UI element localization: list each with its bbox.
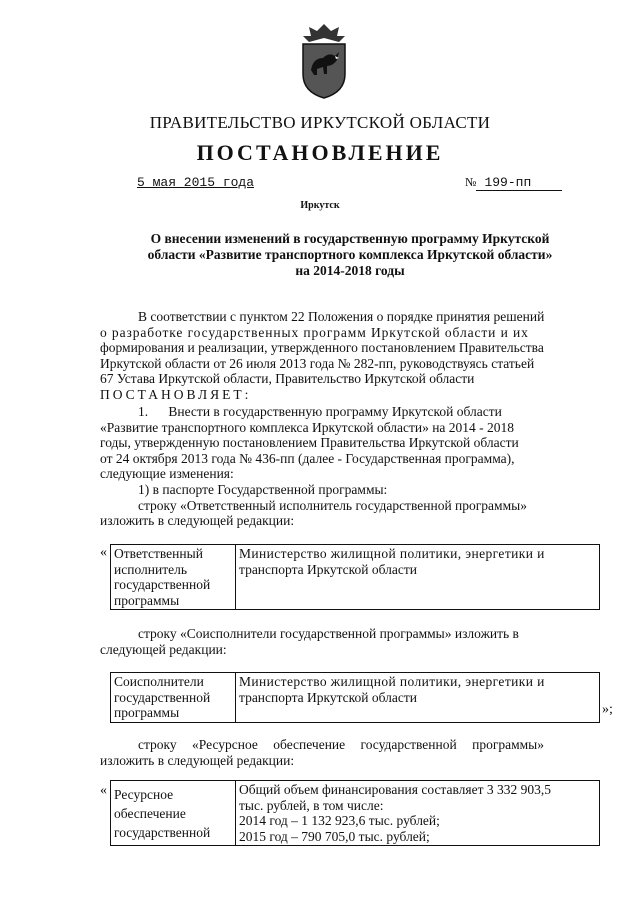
cell-line: программы [114,592,180,608]
cell-line: Ответственный [114,546,203,561]
cell-line: 2015 год – 790 705,0 тыс. рублей; [239,828,430,844]
decides-word: ПОСТАНОВЛЯЕТ: [100,386,252,402]
cell-line: государственной [114,577,211,593]
table-cell-value [236,781,600,846]
cell-line: 2014 год – 1 132 923,6 тыс. рублей; [239,813,440,829]
text-line: следующей редакции: [100,641,227,657]
cell-line: транспорта Иркутской области [239,561,418,577]
close-quote: »; [602,702,613,717]
cell-line: Ресурсное [114,787,174,802]
cell-line: государственной [114,825,211,840]
cell-line: программы [114,705,180,721]
title-line: О внесении изменений в государственную программу Иркутской [150,231,550,246]
item-1-paragraph [100,404,600,529]
table-row [111,673,600,723]
table-cell-value [236,673,600,723]
text-line: строку «Ресурсное обеспечение государственной программы» [138,737,545,752]
cell-line: Соисполнители [114,674,204,689]
document-type: ПОСТАНОВЛЕНИЕ [196,140,444,165]
text-line: 1. Внести в государственную программу Иркутской области [138,404,502,419]
text-line: от 24 октября 2013 года № 436-пп (далее - Государственная программа), [100,450,515,466]
responsible-executor-table [110,544,600,610]
text-line: 67 Устава Иркутской области, Правительство Иркутской области [100,371,475,387]
government-name: ПРАВИТЕЛЬСТВО ИРКУТСКОЙ ОБЛАСТИ [149,113,491,132]
table-cell-label [111,545,236,610]
text-line: «Развитие транспортного комплекса Иркутской области» на 2014 - 2018 [100,419,515,435]
text-line: изложить в следующей редакции: [100,752,295,768]
text-line: Иркутской области от 26 июля 2013 года № 282-пп, руководствуясь статьей [100,355,535,371]
table-cell-value [236,545,600,610]
text-line: следующие изменения: [100,466,234,482]
table-cell-label [111,673,236,723]
decree-title [100,231,600,279]
text-line: строку «Ответственный исполнитель государственной программы» [138,497,527,513]
text-line: изложить в следующей редакции: [100,513,295,529]
cell-line: обеспечение [114,806,186,821]
row-3-paragraph [100,737,600,768]
cell-line: государственной [114,689,211,705]
decree-date: 5 мая 2015 года [137,175,255,190]
co-executors-table [110,672,600,723]
title-line: на 2014-2018 годы [295,263,405,278]
table-row [111,545,600,610]
table-cell-label [111,781,236,846]
text-line: годы, утвержденную постановлением Правительства Иркутской области [100,435,519,451]
number-value: 199-пп [476,175,562,191]
cell-line: Министерство жилищной политики, энергетики и [239,546,545,561]
title-line: области «Развитие транспортного комплекса Иркутской области» [147,247,553,262]
resources-table [110,780,600,846]
open-quote: « [100,545,107,560]
number-label: № [465,175,477,189]
open-quote: « [100,783,107,798]
cell-line: транспорта Иркутской области [239,689,418,705]
text-line: 1) в паспорте Государственной программы: [138,481,388,497]
text-line: формирования и реализации, утвержденного постановлением Правительства [100,340,544,356]
table-row [111,781,600,846]
cell-line: Министерство жилищной политики, энергетики и [239,674,545,689]
text-line: В соответствии с пунктом 22 Положения о порядке принятия решений [138,309,545,324]
cell-line: тыс. рублей, в том числе: [239,797,384,813]
decree-number [465,175,562,191]
cell-line: исполнитель [114,561,187,577]
cell-line: Общий объем финансирования составляет 3 332 903,5 [239,782,552,797]
city: Иркутск [300,200,340,211]
text-line: строку «Соисполнители государственной программы» изложить в [138,626,519,641]
row-2-paragraph [100,626,600,657]
text-line: о разработке государственных программ Иркутской области и их [100,324,529,340]
coat-of-arms-icon [299,22,349,100]
preamble-paragraph [100,309,600,403]
